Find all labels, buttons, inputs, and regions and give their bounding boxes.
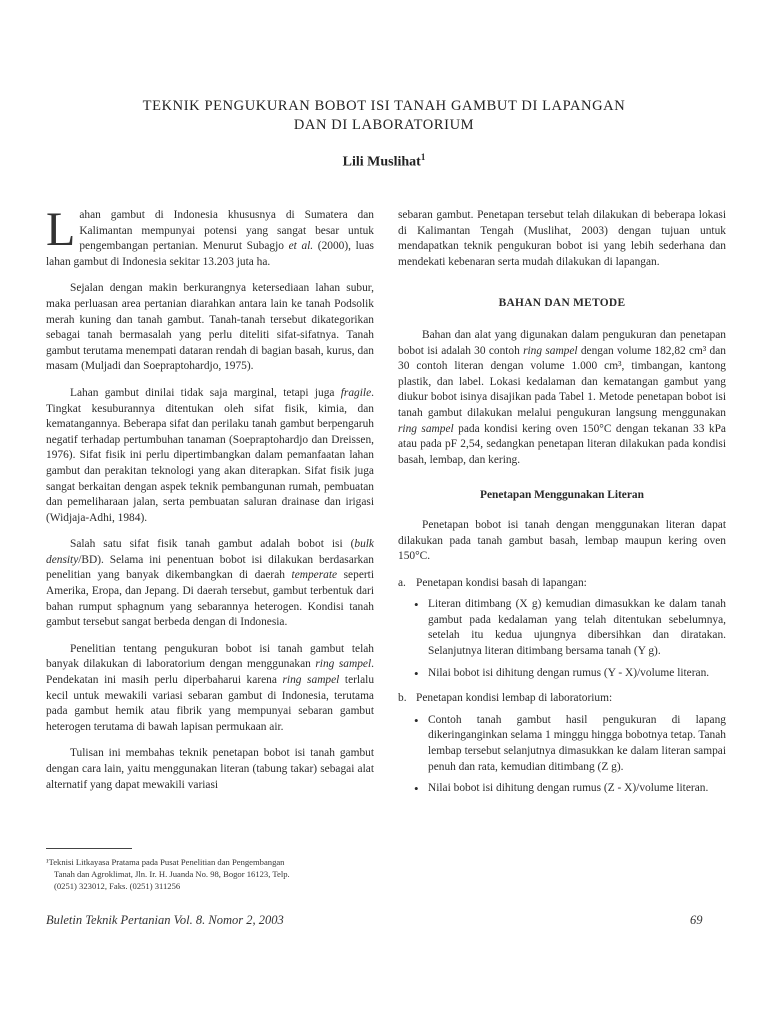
drop-cap: L — [46, 203, 76, 256]
italic-run: fragile — [340, 386, 372, 399]
text-run: Salah satu sifat fisik tanah gambut adalah bobot isi ( — [70, 538, 355, 551]
text-run: . Pendekatan ini masih perlu diperbaharui karena — [46, 658, 374, 687]
text-run: Penelitian tentang pengukuran bobot isi tanah gambut telah banyak dilakukan di laboratorium dengan menggunakan — [46, 642, 374, 671]
bullet-item: • Nilai bobot isi dihitung dengan rumus (Y - X)/volume literan. — [428, 666, 726, 682]
journal-footer: Buletin Teknik Pertanian Vol. 8. Nomor 2, 2003 — [46, 913, 284, 927]
right-column — [398, 208, 726, 807]
paragraph: Tulisan ini membahas teknik penetapan bobot isi tanah gambut dengan cara lain, yaitu menggunakan literan (tabung takar) sebagai alat alternatif yang dapat mewakili variasi — [46, 747, 374, 791]
list-label: b. — [398, 692, 407, 705]
author-footnote-mark: 1 — [420, 152, 426, 162]
paragraph — [46, 537, 374, 631]
paragraph — [398, 328, 726, 468]
list-label: a. — [398, 576, 406, 589]
footnote-line: (0251) 323012, Faks. (0251) 311256 — [54, 881, 181, 891]
footnote-line: Tanah dan Agroklimat, Jln. Ir. H. Juanda No. 98, Bogor 16123, Telp. — [54, 869, 290, 879]
bullet-item: • Nilai bobot isi dihitung dengan rumus (Z - X)/volume literan. — [428, 781, 726, 797]
paragraph: sebaran gambut. Penetapan tersebut telah dilakukan di beberapa lokasi di Kalimantan Tengah (Muslihat, 2003) dengan tujuan untuk mendapatkan teknik pengukuran bobot isi yang lebih sederhana dan mendekati kebenaran serta mudah dilakukan di lapangan. — [398, 209, 726, 268]
text-run: pada kondisi kering oven 150°C dengan tekanan 33 kPa atau pada pF 2,54, sedangkan penetapan literan dilakukan pada kondisi basah, lembap, dan kering. — [398, 422, 726, 466]
italic-run: ring sampel — [282, 674, 340, 687]
author-name — [0, 152, 768, 171]
list-item-a — [398, 576, 726, 592]
list-item-b — [398, 691, 726, 707]
paper-title — [0, 97, 768, 135]
bullet-list-b — [398, 713, 726, 797]
italic-run: ring sampel — [398, 422, 454, 435]
list-text: Penetapan kondisi basah di lapangan: — [416, 576, 587, 589]
text-run: Lahan gambut dinilai tidak saja marginal, tetapi juga — [70, 386, 341, 399]
paragraph — [46, 642, 374, 736]
page-number: 69 — [690, 913, 703, 927]
text-run: (2000), luas lahan gambut di Indonesia sekitar 13.203 juta ha. — [46, 240, 374, 268]
bullet-item: • Contoh tanah gambut hasil pengukuran di lapang dikeringanginkan selama 1 minggu hingga bobotnya tetap. Tanah lembap tersebut selanjutnya dimasukkan ke dalam literan sampai penuh dan rata, kemudian ditimbang (Z g). — [428, 713, 726, 775]
text-run: seperti Amerika, Eropa, dan Jepang. Di daerah tersebut, gambut terbentuk dari bahan rumput sphagnum yang sebarannya heterogen. Kondisi tanah gambut tersebut sangat berbeda dengan di Indonesia. — [46, 569, 374, 629]
left-column — [46, 203, 375, 804]
text-run: ahan gambut di Indonesia khususnya di Sumatera dan Kalimantan mempunyai potensi yang sangat besar untuk pengembangan pertanian. Menurut Subagjo — [79, 209, 374, 253]
italic-run: ring sampel — [523, 344, 578, 357]
paragraph — [46, 386, 374, 526]
italic-run: et al. — [288, 240, 314, 253]
italic-run: temperate — [291, 569, 338, 582]
section-heading: BAHAN DAN METODE — [498, 297, 626, 310]
text-run: dengan volume 182,82 cm³ dan 30 contoh literan dengan volume 1.000 cm³, timbangan, kantong plastik, dan label. Lokasi kedalaman dan kematangan gambut yang diukur bobot isinya disajikan pada Tabel 1. Metode penetapan bobot isi tanah gambut dilakukan melalui pengukuran langsung menggunakan — [398, 344, 727, 419]
footnote-line: ¹Teknisi Litkayasa Pratama pada Pusat Penelitian dan Pengembangan — [46, 857, 285, 867]
author-text: Lili Muslihat — [342, 154, 421, 170]
title-line-1: TEKNIK PENGUKURAN BOBOT ISI TANAH GAMBUT DI LAPANGAN — [142, 98, 626, 114]
text-run: terlalu kecil untuk mewakili variasi sebaran gambut di Indonesia, terutama pada gambut hemik atau fibrik yang mempunyai sebaran gambut heterogen terutama di bawah lapisan permukaan air. — [46, 674, 375, 733]
list-text: Penetapan kondisi lembap di laboratorium: — [416, 692, 613, 705]
paragraph: Penetapan bobot isi tanah dengan menggunakan literan dapat dilakukan pada tanah gambut basah, lembap maupun kering oven 150°C. — [398, 518, 726, 563]
intro-paragraph — [46, 203, 374, 270]
footnote — [46, 856, 376, 892]
title-line-2: DAN DI LABORATORIUM — [293, 117, 475, 133]
footnote-divider — [46, 848, 132, 849]
italic-run: ring sampel — [315, 658, 372, 671]
subsection-heading: Penetapan Menggunakan Literan — [480, 489, 644, 502]
bullet-item: • Literan ditimbang (X g) kemudian dimasukkan ke dalam tanah gambut pada kedalaman yang telah ditentukan sebelumnya, setelah itu kedua ujungnya dibersihkan dan diratakan. Selanjutnya literan ditimbang bersama tanah (Y g). — [428, 597, 726, 659]
paragraph: Sejalan dengan makin berkurangnya ketersediaan lahan subur, maka perluasan area pertanian diarahkan antara lain ke tanah Podsolik merah kuning dan tanah gambut. Tanah-tanah tersebut dikategorikan sebagai tanah bermasalah yang perlu diteliti sifat-sifatnya. Tanah gambut terutama menempati dataran rendah di bagian basah, kurus, dan masam (Muljadi dan Soepraptohardjo, 1975). — [46, 282, 374, 373]
italic-run: bulk density — [46, 538, 374, 566]
text-run: /BD). Selama ini penentuan bobot isi dilakukan berdasarkan penelitian yang banyak dikembangkan di daerah — [46, 553, 374, 582]
text-run: . Tingkat kesuburannya ditentukan oleh sifat fisik, kimia, dan kematangannya. Beberapa sifat dan perilaku tanah gambut berpengaruh negatif terhadap pertumbuhan tanaman (Soepraptohardjo dan Dreissen, 1976). Sifat fisik ini perlu dipertimbangkan dalam pemanfaatan lahan gambut dan perakitan teknologi yang akan diterapkan. Sifat fisik juga sangat berkaitan dengan aspek teknik pembangunan rumah, pembuatan dan pemeliharaan jalan, serta pembuatan saluran drainase dan irigasi (Widjaja-Adhi, 1984). — [46, 386, 374, 524]
bullet-list-a — [398, 597, 726, 681]
text-run: Bahan dan alat yang digunakan dalam pengukuran dan penetapan bobot isi adalah 30 contoh — [398, 328, 726, 357]
